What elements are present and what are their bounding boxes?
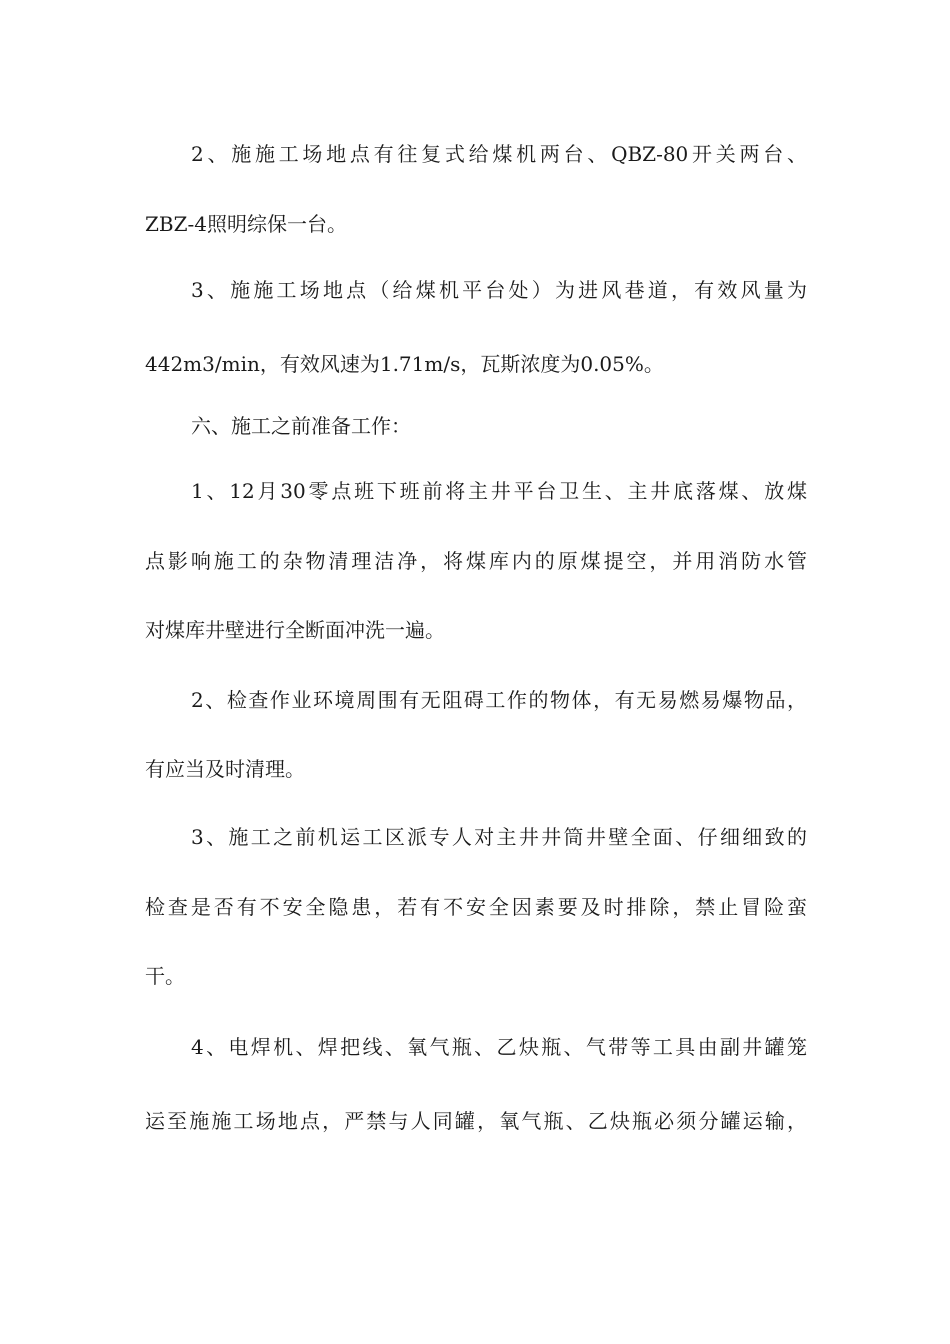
paragraph-line: 3、施施工场地点（给煤机平台处）为进风巷道，有效风量为 <box>191 278 807 302</box>
section-heading: 六、施工之前准备工作： <box>191 414 411 438</box>
paragraph-line: 对煤库井壁进行全断面冲洗一遍。 <box>145 618 445 642</box>
paragraph-line: 2、施施工场地点有往复式给煤机两台、QBZ-80开关两台、 <box>191 142 807 166</box>
paragraph-line: 2、检查作业环境周围有无阻碍工作的物体，有无易燃易爆物品， <box>191 688 807 712</box>
paragraph-line: 干。 <box>145 964 185 988</box>
paragraph-line: 有应当及时清理。 <box>145 757 305 781</box>
paragraph-line: ZBZ-4照明综保一台。 <box>145 212 347 236</box>
paragraph-line: 4、电焊机、焊把线、氧气瓶、乙炔瓶、气带等工具由副井罐笼 <box>191 1035 807 1059</box>
paragraph-line: 检查是否有不安全隐患，若有不安全因素要及时排除，禁止冒险蛮 <box>145 895 807 919</box>
paragraph-line: 442m3/min，有效风速为1.71m/s，瓦斯浓度为0.05%。 <box>145 352 664 376</box>
paragraph-line: 3、施工之前机运工区派专人对主井井筒井壁全面、仔细细致的 <box>191 825 807 849</box>
paragraph-line: 运至施施工场地点，严禁与人同罐，氧气瓶、乙炔瓶必须分罐运输， <box>145 1109 807 1133</box>
paragraph-line: 点影响施工的杂物清理洁净，将煤库内的原煤提空，并用消防水管 <box>145 549 807 573</box>
paragraph-line: 1、12月30零点班下班前将主井平台卫生、主井底落煤、放煤 <box>191 479 807 503</box>
